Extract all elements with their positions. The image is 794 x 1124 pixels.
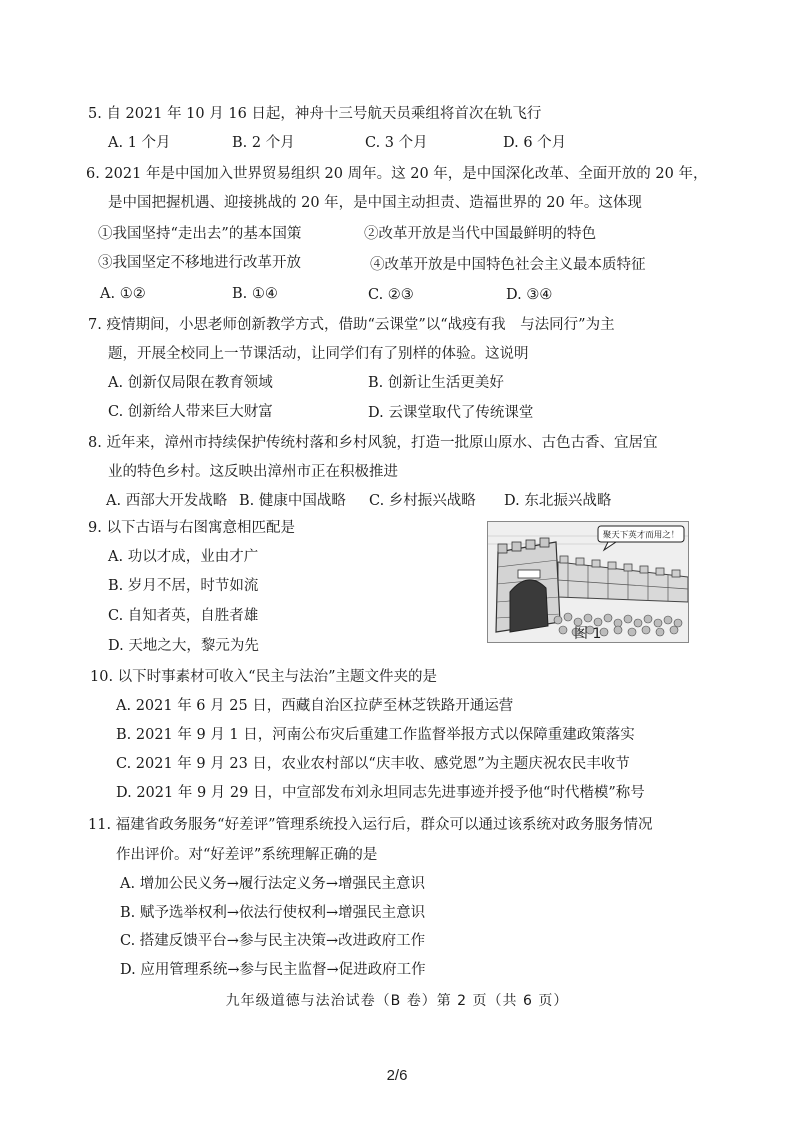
- figure-speech-bubble-text: 聚天下英才而用之！: [602, 530, 680, 541]
- question-7-stem-line-2: 题，开展全校同上一节课活动，让同学们有了别样的体验。这说明: [108, 346, 529, 362]
- question-10-option-b: B. 2021 年 9 月 1 日，河南公布灾后重建工作监督举报方式以保障重建政策落实: [116, 727, 635, 743]
- question-11-stem-line-1: 11. 福建省政务服务“好差评”管理系统投入运行后，群众可以通过该系统对政务服务情况: [88, 817, 653, 833]
- question-10-option-d: D. 2021 年 9 月 29 日，中宣部发布刘永坦同志先进事迹并授予他“时代楷模”称号: [116, 785, 645, 801]
- question-10-stem: 10. 以下时事素材可收入“民主与法治”主题文件夹的是: [90, 669, 437, 685]
- question-7-option-c: C. 创新给人带来巨大财富: [108, 404, 273, 420]
- question-11-option-a: A. 增加公民义务→履行法定义务→增强民主意识: [120, 876, 425, 892]
- question-5-option-b: B. 2 个月: [232, 135, 295, 151]
- question-6-option-a: A. ①②: [100, 286, 146, 302]
- question-6-stem-line-1: 6. 2021 年是中国加入世界贸易组织 20 周年。这 20 年，是中国深化改革、全面开放的 20 年，: [86, 166, 708, 182]
- question-8-option-a: A. 西部大开发战略: [106, 493, 228, 509]
- question-8-option-b: B. 健康中国战略: [239, 493, 346, 509]
- question-6-option-c: C. ②③: [368, 287, 414, 303]
- question-5-option-d: D. 6 个月: [503, 135, 567, 151]
- question-7-option-b: B. 创新让生活更美好: [368, 375, 504, 391]
- question-9-option-c: C. 自知者英，自胜者雄: [108, 608, 259, 624]
- question-5-option-a: A. 1 个月: [108, 135, 171, 151]
- question-6-item-4: ④改革开放是中国特色社会主义最本质特征: [370, 257, 646, 273]
- question-8-option-d: D. 东北振兴战略: [504, 493, 612, 509]
- question-6-item-1: ①我国坚持“走出去”的基本国策: [98, 226, 302, 242]
- question-6-item-2: ②改革开放是当代中国最鲜明的特色: [364, 226, 596, 242]
- question-11-stem-line-2: 作出评价。对“好差评”系统理解正确的是: [116, 847, 378, 863]
- question-9-option-d: D. 天地之大，黎元为先: [108, 638, 259, 654]
- question-9-option-b: B. 岁月不居，时节如流: [108, 578, 259, 594]
- question-9-stem: 9. 以下古语与右图寓意相匹配是: [88, 520, 295, 536]
- page-footer: 九年级道德与法治试卷（B 卷）第 2 页（共 6 页）: [225, 993, 569, 1009]
- page-indicator: 2/6: [386, 1067, 408, 1084]
- question-6-stem-line-2: 是中国把握机遇、迎接挑战的 20 年，是中国主动担责、造福世界的 20 年。这体现: [108, 195, 642, 211]
- question-8-stem-line-1: 8. 近年来，漳州市持续保护传统村落和乡村风貌，打造一批原山原水、古色古香、宜居宜: [88, 435, 658, 451]
- question-11-option-c: C. 搭建反馈平台→参与民主决策→改进政府工作: [120, 933, 426, 949]
- question-11-option-d: D. 应用管理系统→参与民主监督→促进政府工作: [120, 962, 426, 978]
- question-6-option-d: D. ③④: [506, 287, 553, 303]
- figure-1-caption: 图 1: [574, 626, 602, 642]
- question-8-stem-line-2: 业的特色乡村。这反映出漳州市正在积极推进: [108, 464, 398, 480]
- question-8-option-c: C. 乡村振兴战略: [369, 493, 476, 509]
- question-7-stem-line-1: 7. 疫情期间，小思老师创新教学方式，借助“云课堂”以“战疫有我 与法同行”为主: [88, 317, 615, 333]
- question-7-option-d: D. 云课堂取代了传统课堂: [368, 405, 534, 421]
- question-6-item-3: ③我国坚定不移地进行改革开放: [98, 255, 301, 271]
- question-7-option-a: A. 创新仅局限在教育领域: [108, 375, 273, 391]
- question-6-option-b: B. ①④: [232, 286, 278, 302]
- question-11-option-b: B. 赋予选举权利→依法行使权利→增强民主意识: [120, 905, 426, 921]
- question-9-option-a: A. 功以才成，业由才广: [108, 549, 259, 565]
- question-10-option-c: C. 2021 年 9 月 23 日，农业农村部以“庆丰收、感党恩”为主题庆祝农民丰收节: [116, 756, 630, 772]
- question-5-stem: 5. 自 2021 年 10 月 16 日起，神舟十三号航天员乘组将首次在轨飞行: [88, 106, 542, 122]
- question-5-option-c: C. 3 个月: [365, 135, 428, 151]
- question-10-option-a: A. 2021 年 6 月 25 日，西藏自治区拉萨至林芝铁路开通运营: [116, 698, 514, 714]
